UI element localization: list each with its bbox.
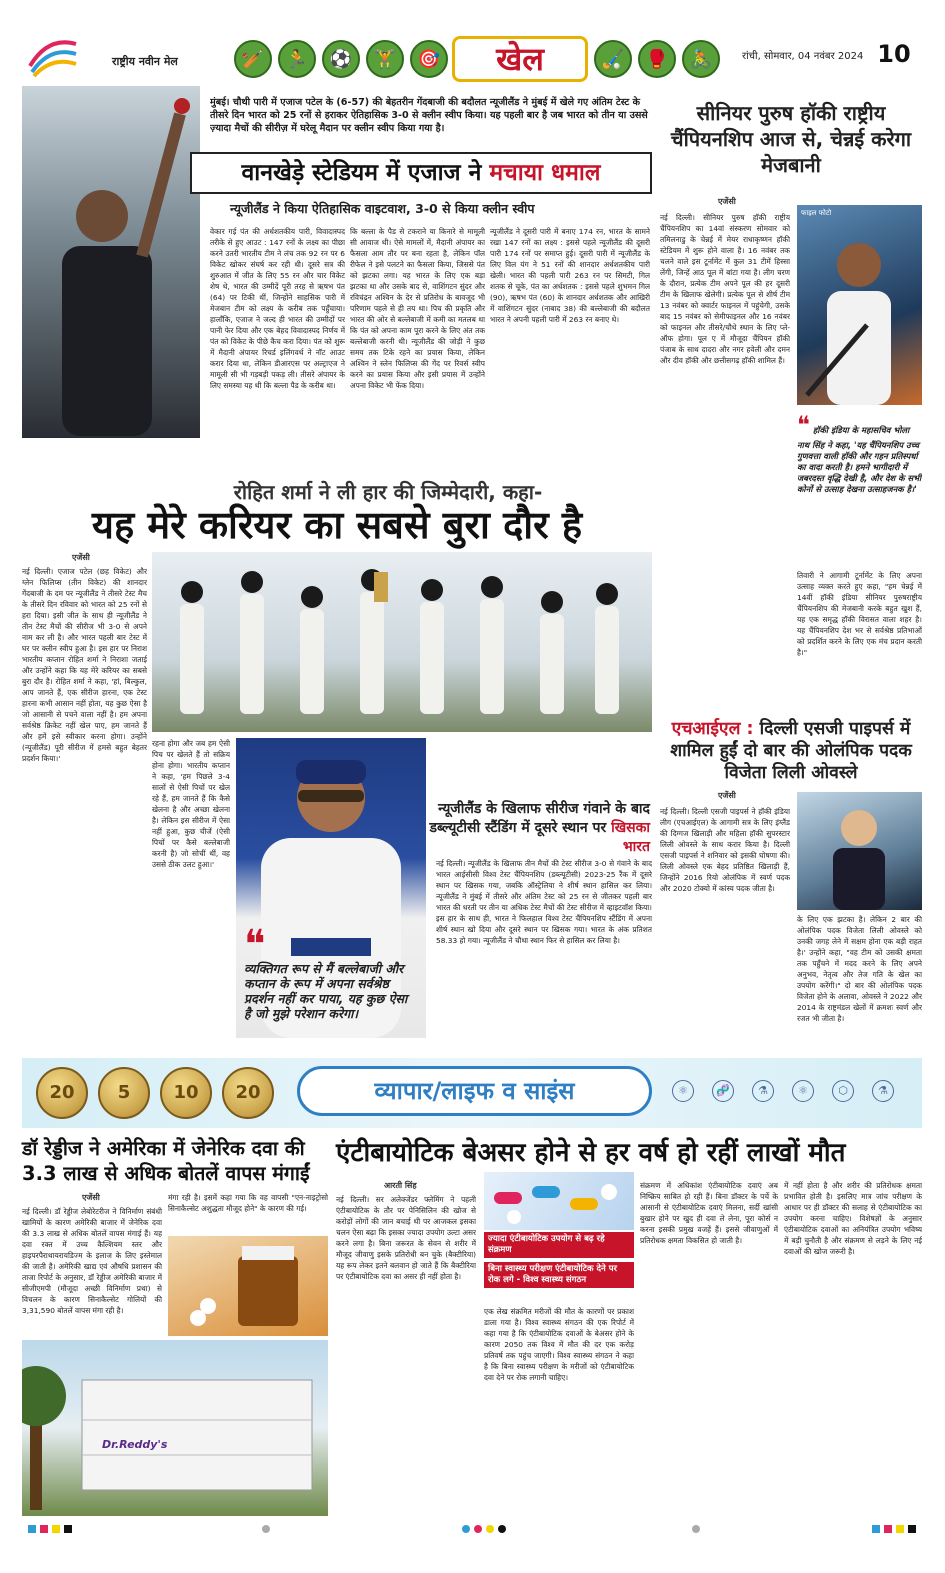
rohit-column-1: नई दिल्ली। एजाज पटेल (छह विकेट) और ग्लेन फिलिप्स (तीन विकेट) की शानदार गेंदबाजी के दम पर न्यूजीलैंड ने तीसरे टेस्ट मैच के तीसरे दिन रविवार को भारत को 25 रनों से हरा दिया। इसी जीत के साथ ही न्यूजीलैंड ने तीन टेस्ट मैचों की सीरीज भी 3-0 से अपने नाम कर ली है। और भारत पहली बार टेस्ट में घर पर क्लीन स्वीप हुआ है। इस हार पर निराश भारतीय कप्तान रोहित शर्मा ने निराशा जताई और उन्होंने कहा कि यह मेरे करियर का सबसे बुरा दौर है। रोहित शर्मा ने कहा, 'हां, बिल्कुल, आप जानते हैं, एक सीरीज हारना, एक टेस्ट हारना कभी आसान नहीं होता, यह कुछ ऐसा है जो आसानी से पचने वाला नहीं है। हम अपना सर्वश्रेष्ठ क्रिकेट नहीं खेल पाए, हम जानते हैं और हमें इसे स्वीकार करना होगा। उन्होंने (न्यूजीलैंड) पूरी सीरीज में हमसे बहुत बेहतर प्रदर्शन किया।'	[22, 567, 147, 763]
brand-name: राष्ट्रीय नवीन मेल	[112, 55, 178, 68]
cricket-icon: 🏏	[234, 40, 272, 78]
wtc-body: नई दिल्ली। न्यूजीलैंड के खिलाफ तीन मैचों की टेस्ट सीरीज 3-0 से गंवाने के बाद भारत आईसीसी विश्व टेस्ट चैंपियनशिप (डब्ल्यूटीसी) 2023-25 रैंक में दूसरे स्थान पर खिसक गया, जबकि ऑस्ट्रेलिया ने शीर्ष स्थान हासिल कर लिया। न्यूजीलैंड ने मुंबई में तीसरे और अंतिम टेस्ट को 25 रन से जीतकर पहली बार भारत की धरती पर तीन या अधिक टेस्ट मैचों की टेस्ट सीरीज में व्हाइटवॉश किया। इस हार के साथ ही, भारत ने फिलहाल विश्व टेस्ट चैंपियनशिप स्टैंडिंग में अपना शीर्ष स्थान खो दिया और दूसरे स्थान पर खिसक गया। भारत के अंक प्रतिशत 58.33 हो गया। न्यूजीलैंड ने चौथा स्थान फिर से हासिल कर लिया है।	[436, 859, 652, 945]
ajaz-headline-part-b: मचाया धमाल	[489, 160, 601, 186]
rohit-column-2: रहना होगा और जब हम ऐसी पिच पर खेलते हैं तो सक्रिय होना होगा। भारतीय कप्तान ने कहा, 'हम पिछले 3-4 सालों से ऐसी पिचों पर खेल रहे हैं, हम जानते हैं कि कैसे खेलना है और अच्छा खेलना है। लेकिन इस सीरीज में ऐसा नहीं हुआ, कुछ चीजें (ऐसी पिचों पर कैसे बल्लेबाजी करनी है) जो सोचीं थीं, वह उससे ठीक उलट हुआ।'	[152, 739, 230, 869]
cycling-icon: 🚴	[682, 40, 720, 78]
rohit-quote	[244, 922, 410, 1021]
pills-illustration	[484, 1172, 634, 1230]
building-illustration	[22, 1340, 328, 1516]
ajaz-subheadline: न्यूजीलैंड ने किया ऐतिहासिक वाइटवाश, 3-0 से किया क्लीन स्वीप	[230, 201, 535, 216]
photo-credit-label: फाइल फोटो	[801, 209, 832, 217]
issue-date: रांची, सोमवार, 04 नवंबर 2024	[742, 51, 864, 62]
dna-icon: 🧬	[712, 1080, 734, 1102]
lily-owsley-illustration	[797, 792, 922, 910]
hockey-quote	[797, 410, 922, 560]
rohit-kicker: रोहित शर्मा ने ली हार की जिम्मेदारी, कहा-	[233, 480, 543, 504]
ajaz-headline-part-a: वानखेड़े स्टेडियम में एजाज ने	[241, 160, 482, 186]
flask-icon: ⚗	[752, 1080, 774, 1102]
antibiotic-column-1: नई दिल्ली। सर अलेक्जेंडर फ्लेमिंग ने पहली एंटीबायोटिक के तौर पर पेनिसिलिन की खोज से करोड़ों लोगों की जान बचाई थी पर आजकल इसका चलन ऐसा बढ़ा कि इसका ज्यादा उपयोग उल्टा असर करने लगा है। बिना जरूरत के सेवन से शरीर में मौजूद जीवाणु इसके प्रतिरोधी बन चुके (बैक्टीरिया) यह रूप लेकर इतने बलवान हो जाते हैं कि बैक्टीरिया पर एंटीबायोटिक दवा का असर ही नहीं होता है।	[336, 1195, 476, 1281]
atom-icon: ⚛	[792, 1080, 814, 1102]
print-color-strip	[22, 1522, 922, 1536]
quote-mark-icon: ❝	[244, 922, 266, 968]
rohit-quote-text: व्यक्तिगत रूप से मैं बल्लेबाजी और कप्तान के रूप में अपना सर्वश्रेष्ठ प्रदर्शन नहीं कर पाया, यह कुछ ऐसा है जो मुझे परेशान करेगा।	[244, 961, 408, 1021]
hil-body: नई दिल्ली। दिल्ली एसजी पाइपर्स ने हॉकी इंडिया लीग (एचआईएल) के आगामी सत्र के लिए इंग्लैंड की दिग्गज खिलाड़ी और महिला हॉकी सुपरस्टार लिली ओवस्ले के साथ करार किया है। दिल्ली एसजी पाइपर्स ने शनिवार को इसकी घोषणा की। लिली ओवस्ले एक बेहद प्रतिष्ठित खिलाड़ी हैं, जिन्होंने 2016 रियो ओलंपिक में स्वर्ण पदक और 2020 टोक्यो में कांस्य पदक जीता है।	[660, 807, 790, 893]
molecule-icon: ⬡	[832, 1080, 854, 1102]
registration-circle	[262, 1525, 270, 1533]
black-circle	[498, 1525, 506, 1533]
page-number: 10	[877, 40, 911, 68]
main-lead: मुंबई। चौथी पारी में एजाज पटेल के (6-57) की बेहतरीन गेंदबाजी की बदौलत न्यूजीलैंड ने मुंबई में खेले गए अंतिम टेस्ट के तीसरे दिन भारत को 25 रनों से हराकर ऐतिहासिक 3-0 से क्लीन स्वीप किया। यह पहली बार है जब भारत को तीन या उससे ज़्यादा मैचों की सीरीज़ में घरेलू मैदान पर क्लीन स्वीप किया गया है।	[210, 97, 648, 134]
hockey-quote-text: हॉकी इंडिया के महासचिव भोला नाथ सिंह ने कहा, 'यह चैंपियनशिप उच्च गुणवत्ता वाली हॉकी और गहन प्रतिस्पर्धा का वादा करती है। हमने भागीदारी में जबरदस्त वृद्धि देखी है, और देश के सभी कोनों से उत्साह देखना उत्साहजनक है।'	[797, 425, 922, 494]
highlight-bullet-1: ज्यादा एंटीबायोटिक उपयोग से बढ़ रहे संक्रमण	[484, 1232, 634, 1258]
antibiotic-byline: आरती सिंह	[384, 1181, 417, 1190]
lily-owsley-photo	[797, 792, 922, 910]
medicine-bottle-photo	[168, 1236, 328, 1336]
ajaz-column-1: वेकार गई पंत की अर्धशतकीय पारी, विवादास्पद तरीके से हुए आउट : 147 रनों के लक्ष्य का पीछा करने उतरी भारतीय टीम ने लंच तक 92 रन पर 6 विकेट खोकर संघर्ष कर रही थी। दूसरे सत्र की शुरुआत में जीत के लिए 55 रन और चार विकेट शेष थे, भारत की उम्मीदें पूरी तरह से ऋषभ पंत (64) पर टिकी थीं, जिन्होंने साहसिक पारी में मेजबान टीम को लक्ष्य के करीब तक पहुँचाया। हालाँकि, एजाज ने जल्द ही भारत की उम्मीदों पर पानी फेर दिया और एक बेहद विवादास्पद निर्णय में पंत को विकेट के पीछे कैच करा दिया। पंत को शुरू में मैदानी अंपायर रिचर्ड इलिंगवर्थ ने नॉट आउट करार दिया था, लेकिन डीआरएस पर अल्ट्राएज ने मामूली सी भी गड़बड़ी पकड़ ली। तीसरे अंपायर के लिए समस्या यह थी कि बल्ला पैड के करीब था।	[210, 227, 345, 390]
coin-icon: 20	[36, 1067, 88, 1119]
newspaper-logo-icon	[28, 36, 78, 78]
dr-reddys-logo: Dr.Reddy's	[102, 1438, 168, 1451]
black-swatch	[908, 1525, 916, 1533]
dr-reddys-byline: एजेंसी	[82, 1193, 100, 1202]
masthead	[22, 30, 922, 88]
hockey-headline: सीनियर पुरुष हॉकी राष्ट्रीय चैंपियनशिप आज से, चेन्नई करेगा मेजबानी	[670, 101, 912, 177]
hockey-icon: 🏑	[594, 40, 632, 78]
magenta-swatch	[40, 1525, 48, 1533]
coin-icon: 20	[222, 1067, 274, 1119]
magenta-circle	[474, 1525, 482, 1533]
medicine-bottle-illustration	[168, 1236, 328, 1336]
black-swatch	[64, 1525, 72, 1533]
hil-headline-part-a: एचआईएल :	[671, 719, 754, 739]
coin-icon: 10	[160, 1067, 212, 1119]
highlight-bullet-2: बिना स्वास्थ्य परीक्षण एंटीबायोटिक देने पर रोक लगे - विश्व स्वास्थ्य संगठन	[484, 1262, 634, 1288]
hockey-player-illustration	[797, 205, 922, 405]
rohit-byline: एजेंसी	[72, 553, 90, 562]
coin-icon: 5	[98, 1067, 150, 1119]
registration-circle	[692, 1525, 700, 1533]
magenta-swatch	[884, 1525, 892, 1533]
atom-icon: ⚛	[672, 1080, 694, 1102]
business-band	[22, 1058, 922, 1128]
dr-reddys-body: नई दिल्ली। डॉ रेड्डीज लेबोरेटरीज ने विनिर्माण संबंधी खामियों के कारण अमेरिकी बाजार में जेनेरिक दवा की 3.3 लाख से अधिक बोतलें वापस मंगाई हैं। यह दवा रक्त में उच्च कैल्शियम स्तर और हाइपरपैराथायरायडिज्म के इलाज के लिए इस्तेमाल की जाती है। अमेरिकी खाद्य एवं औषधि प्रशासन की ताजा रिपोर्ट के अनुसार, डॉ रेड्डीज अमेरिकी बाजार में सीजीएमपी (मौजूदा अच्छी विनिर्माण प्रथा) से विचलन के कारण सिनाकैल्सेट गोलियों की 3,31,590 बोतलें वापस मंगा रही है।	[22, 1207, 162, 1315]
yellow-circle	[486, 1525, 494, 1533]
ajaz-headline	[190, 152, 652, 194]
running-icon: 🏃	[278, 40, 316, 78]
team-celebration-illustration	[152, 552, 652, 732]
cyan-circle	[462, 1525, 470, 1533]
hil-headline	[660, 718, 922, 784]
wtc-headline	[428, 800, 650, 857]
hockey-body: नई दिल्ली। सीनियर पुरुष हॉकी राष्ट्रीय चैंपियनशिप का 14वां संस्करण सोमवार को तमिलनाडु के चेन्नई में मेयर राधाकृष्णन हॉकी स्टेडियम में शुरू होने वाला है। 16 नवंबर तक चलने वाले इस टूर्नामेंट में कुल 31 टीमें हिस्सा लेंगी, जिन्हें आठ पूल में बांटा गया है। लीग चरण के दौरान, प्रत्येक टीम अपने पूल की हर दूसरी टीम के खिलाफ खेलेगी। प्रत्येक पूल से शीर्ष टीम 13 नवंबर को क्वार्टर फाइनल में पहुंचेगी, उसके बाद 15 नवंबर को सेमीफाइनल और 16 नवंबर को फाइनल और तीसरे/चौथे स्थान के लिए प्ले-ऑफ होगा। पूल ए में मौजूदा चैंपियन हॉकी पंजाब के साथ दादरा और नगर हवेली और दमन और दीव हॉकी और छत्तीसगढ़ हॉकी शामिल हैं।	[660, 213, 790, 365]
antibiotic-column-3: संक्रमण में अधिकांश एंटीबायोटिक दवाएं अब निष्क्रिय साबित हो रही हैं। बिना डॉक्टर के पर्चे के आसानी से एंटीबायोटिक दवाएं मिलना, सर्दी खांसी बुखार होने पर खुद ही दवा ले लेना, पूरा कोर्स न करना इसकी प्रमुख वजहें हैं। इससे जीवाणुओं में प्रतिरोधक क्षमता विकसित हो जाती है।	[640, 1181, 778, 1245]
cricketer-illustration	[22, 86, 200, 438]
rohit-headline: यह मेरे करियर का सबसे बुरा दौर है	[91, 503, 583, 547]
pills-photo	[484, 1172, 634, 1230]
wtc-headline-part-a: न्यूजीलैंड के खिलाफ सीरीज गंवाने के बाद डब्ल्यूटीसी स्टैंडिंग में दूसरे स्थान पर	[429, 801, 650, 836]
flask-icon: ⚗	[872, 1080, 894, 1102]
weightlifting-icon: 🏋	[366, 40, 404, 78]
boxing-icon: 🥊	[638, 40, 676, 78]
antibiotic-column-4: में नहीं होता है और शरीर की प्रतिरोधक क्षमता प्रभावित होती है। इसलिए मात्र जांच परीक्षण के आधार पर ही डॉक्टर की सलाह से एंटीबायोटिक का उपयोग करना चाहिए। विशेषज्ञों के अनुसार एंटीबायोटिक दवाओं का अनियंत्रित उपयोग भविष्य में बड़ी चुनौती है और संक्रमण से लड़ने के लिए नई दवाओं की खोज जरूरी है।	[784, 1181, 922, 1256]
dr-reddys-building-photo	[22, 1340, 328, 1516]
wtc-headline-part-b: खिसका भारत	[611, 820, 650, 855]
cyan-swatch	[28, 1525, 36, 1533]
hockey-byline: एजेंसी	[718, 197, 736, 206]
hil-byline: एजेंसी	[718, 791, 736, 800]
antibiotic-column-2: एक लेख संक्रमित मरीजों की मौत के कारणों पर प्रकाश डाला गया है। विश्व स्वास्थ्य संगठन की एक रिपोर्ट में कहा गया है कि एंटीबायोटिक दवाओं के बेअसर होने के कारण 2050 तक विश्व में मौत की दर एक करोड़ प्रतिवर्ष तक पहुंच जाएगी। विश्व स्वास्थ्य संगठन ने कहा है कि बिना स्वास्थ्य परीक्षण के मरीजों को एंटीबायोटिक दवा देने पर रोक लगानी चाहिए।	[484, 1307, 634, 1382]
section-title: खेल	[452, 36, 588, 82]
shooting-icon: 🎯	[410, 40, 448, 78]
yellow-swatch	[896, 1525, 904, 1533]
nz-team-celebration-photo	[152, 552, 652, 732]
dr-reddys-headline: डॉ रेड्डीज ने अमेरिका में जेनेरिक दवा की 3.3 लाख से अधिक बोतलें वापस मंगाईं	[22, 1137, 310, 1185]
ajaz-patel-photo	[22, 86, 200, 438]
dr-reddys-column-2: मंगा रही है। इसमें कहा गया कि वह वापसी "एन-नाइट्रोसो सिनाकैल्सेट अशुद्धता मौजूद होने" के कारण की गई।	[168, 1193, 328, 1213]
yellow-swatch	[52, 1525, 60, 1533]
cyan-swatch	[872, 1525, 880, 1533]
antibiotic-headline: एंटीबायोटिक बेअसर होने से हर वर्ष हो रहीं लाखों मौत	[336, 1138, 846, 1168]
antibiotic-highlight-box	[484, 1232, 634, 1292]
hockey-player-photo	[797, 205, 922, 405]
ajaz-column-2: कि बल्ला के पैड से टकराने या किनारे से मामूली सी आवाज थी। ऐसे मामलों में, मैदानी अंपायर का फैसला आम तौर पर बना रहता है, लेकिन पॉल रीफेल ने इसे पलटने का फैसला किया, जिससे पंत को झटका लगा। यह भारत के लिए एक बड़ा झटका था और उसके बाद से, वाशिंगटन सुंदर और रविचंद्रन अश्विन के देर से प्रतिरोध के बावजूद भी परिणाम पहले से ही तय था। पिच की प्रकृति और भारत की ओर से बल्लेबाजी में कमी का मतलब था कि पंत को अपना काम पूरा करने के लिए अंत तक बल्लेबाजी करनी थी। न्यूजीलैंड की जोड़ी ने कुछ समय तक टिके रहने का प्रयास किया, लेकिन अश्विन ने स्लेन फिलिप्स की गेंद पर रिवर्स स्वीप करने का प्रयास किया और इसी प्रयास में उन्होंने अपना विकेट भी फेंक दिया।	[350, 227, 485, 390]
hil-headline-part-b: दिल्ली एसजी पाइपर्स में शामिल हुईं दो बार की ओलंपिक पदक विजेता लिली ओवस्ले	[670, 719, 912, 783]
football-icon: ⚽	[322, 40, 360, 78]
ajaz-column-3: न्यूजीलैंड ने दूसरी पारी में बनाए 174 रन, भारत के सामने रखा 147 रनों का लक्ष्य : इससे पहले न्यूजीलैंड की दूसरी पारी 174 रनों पर समाप्त हुई। दूसरी पारी में न्यूजीलैंड के लिए विल यंग ने 51 रनों की शानदार अर्धशतकीय पारी खेली। भारत की पहली पारी 263 रन पर सिमटी, गिल शतक से चूके, पंत का अर्धशतक : इससे पहले शुभमन गिल (90), ऋषभ पंत (60) के शानदार अर्धशतक और आखिरी में वाशिंगटन सुंदर (नाबाद 38) की बल्लेबाजी की बदौलत भारत ने अपनी पहली पारी में 263 रन बनाए थे।	[490, 227, 650, 324]
hil-column-2: के लिए एक झटका है। लेकिन 2 बार की ओलंपिक पदक विजेता लिली ओवस्ले को उनकी जगह लेने में सक्षम होना एक बड़ी राहत है।' उन्होंने कहा, "वह टीम को उसकी क्षमता तक पहुँचने में मदद करने के लिए अपने अनुभव, नेतृत्व और तेज गति के खेल का उपयोग करेंगी।" दो बार की ओलंपिक पदक विजेता होने के अलावा, ओवस्ले ने 2022 और 2014 के राष्ट्रमंडल खेलों में क्रमशः स्वर्ण और रजत भी जीता है।	[797, 915, 922, 1023]
quote-mark-icon: ❝	[797, 411, 810, 439]
hockey-column-2: तिवारी ने आगामी टूर्नामेंट के लिए अपना उत्साह व्यक्त करते हुए कहा, "हम चेन्नई में 14वीं हॉकी इंडिया सीनियर पुरुषराष्ट्रीय चैंपियनशिप की मेजबानी करके बहुत खुश हैं, यह एक समृद्ध हॉकी विरासत वाला शहर है। यह चैंपियनशिप देश भर से सर्वश्रेष्ठ प्रतिभाओं को प्रदर्शित करने के लिए एक मंच प्रदान करती है।"	[797, 571, 922, 657]
business-section-title: व्यापार/लाइफ व साइंस	[297, 1066, 652, 1116]
